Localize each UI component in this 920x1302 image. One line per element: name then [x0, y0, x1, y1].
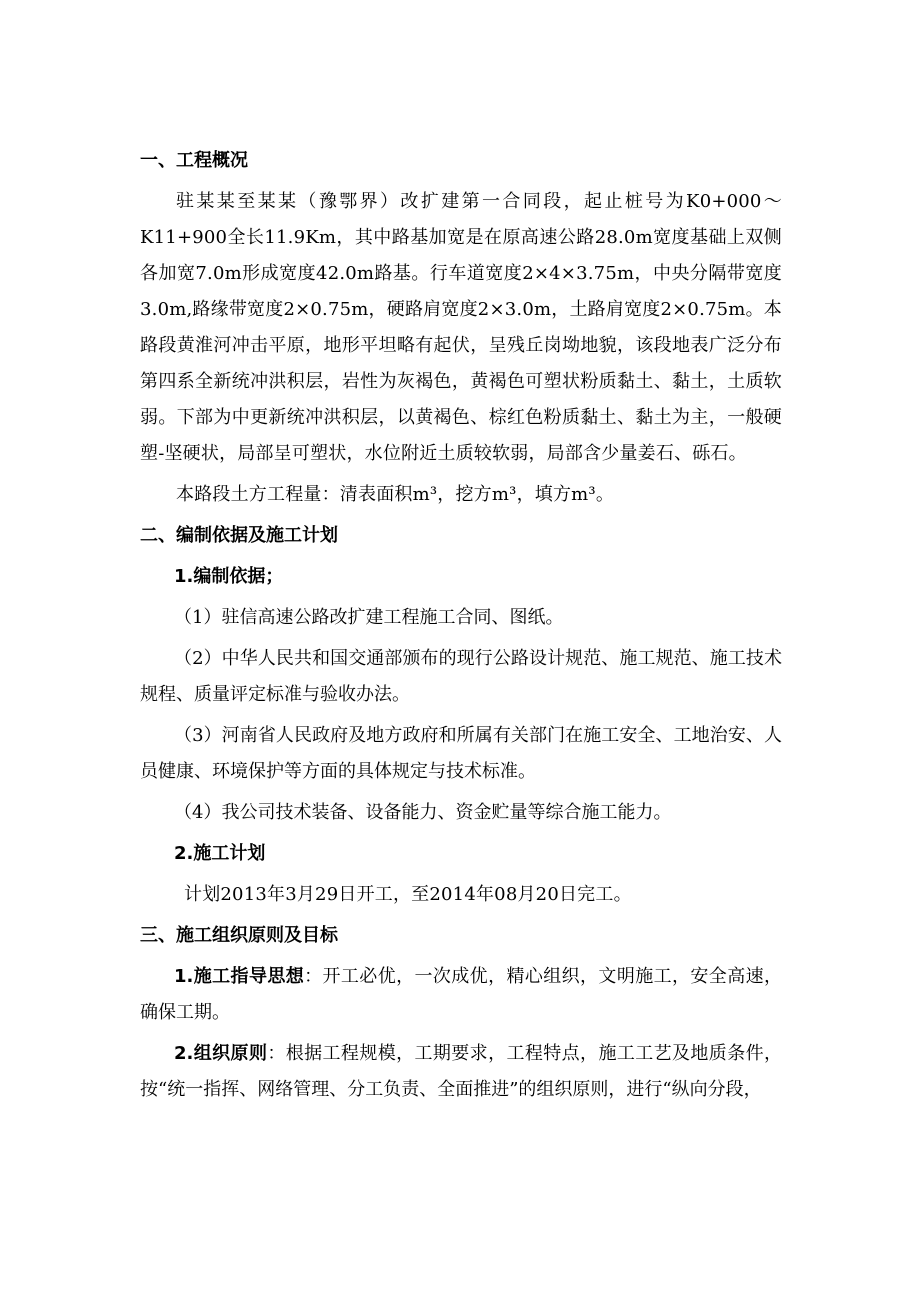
- basis-item-1: （1）驻信高速公路改扩建工程施工合同、图纸。: [174, 607, 564, 628]
- subheading-plan: 2.施工计划: [174, 843, 266, 864]
- section-heading-basis-plan: 二、编制依据及施工计划: [140, 525, 338, 546]
- section-heading-principles: 三、施工组织原则及目标: [140, 925, 338, 946]
- organization-principle-lead: 2.组织原则: [174, 1043, 268, 1064]
- document-body: [140, 143, 782, 1108]
- overview-paragraph: 驻某某至某某（豫鄂界）改扩建第一合同段，起止桩号为K0+000～K11+900全长11.9Km，其中路基加宽是在原高速公路28.0m宽度基础上双侧各加宽7.0m形成宽度42.0m路基。行车道宽度2×4×3.75m，中央分隔带宽度3.0m,路缘带宽度2×0.75m，硬路肩宽度2×3.0m，土路肩宽度2×0.75m。本路段黄淮河冲击平原，地形平坦略有起伏，呈残丘岗坳地貌，该段地表广泛分布第四系全新统冲洪积层，岩性为灰褐色，黄褐色可塑状粉质黏土、黏土，土质软弱。下部为中更新统冲洪积层，以黄褐色、棕红色粉质黏土、黏土为主，一般硬塑-坚硬状，局部呈可塑状，水位附近土质较软弱，局部含少量姜石、砾石。: [140, 191, 782, 464]
- organization-principle-paragraph: [140, 1036, 782, 1108]
- earthwork-quantity-paragraph: 本路段土方工程量：清表面积m³，挖方m³，填方m³。: [176, 484, 615, 505]
- guiding-thought-text: ：开工必优，一次成优，精心组织，文明施工，安全高速，确保工期。: [140, 966, 782, 1023]
- guiding-thought-lead: 1.施工指导思想: [174, 966, 305, 987]
- section-heading-overview: 一、工程概况: [140, 150, 248, 171]
- organization-principle-text: ：根据工程规模，工期要求，工程特点，施工工艺及地质条件，按“统一指挥、网络管理、分工负责、全面推进”的组织原则，进行“纵向分段，: [140, 1043, 782, 1100]
- plan-paragraph: 计划2013年3月29日开工，至2014年08月20日完工。: [184, 884, 632, 905]
- guiding-thought-paragraph: [140, 959, 782, 1031]
- subheading-basis: 1.编制依据；: [174, 566, 284, 587]
- basis-item-2: （2）中华人民共和国交通部颁布的现行公路设计规范、施工规范、施工技术规程、质量评定标准与验收办法。: [140, 648, 782, 705]
- basis-item-4: （4）我公司技术装备、设备能力、资金贮量等综合施工能力。: [174, 802, 672, 823]
- basis-item-3: （3）河南省人民政府及地方政府和所属有关部门在施工安全、工地治安、人员健康、环境保护等方面的具体规定与技术标准。: [140, 725, 782, 782]
